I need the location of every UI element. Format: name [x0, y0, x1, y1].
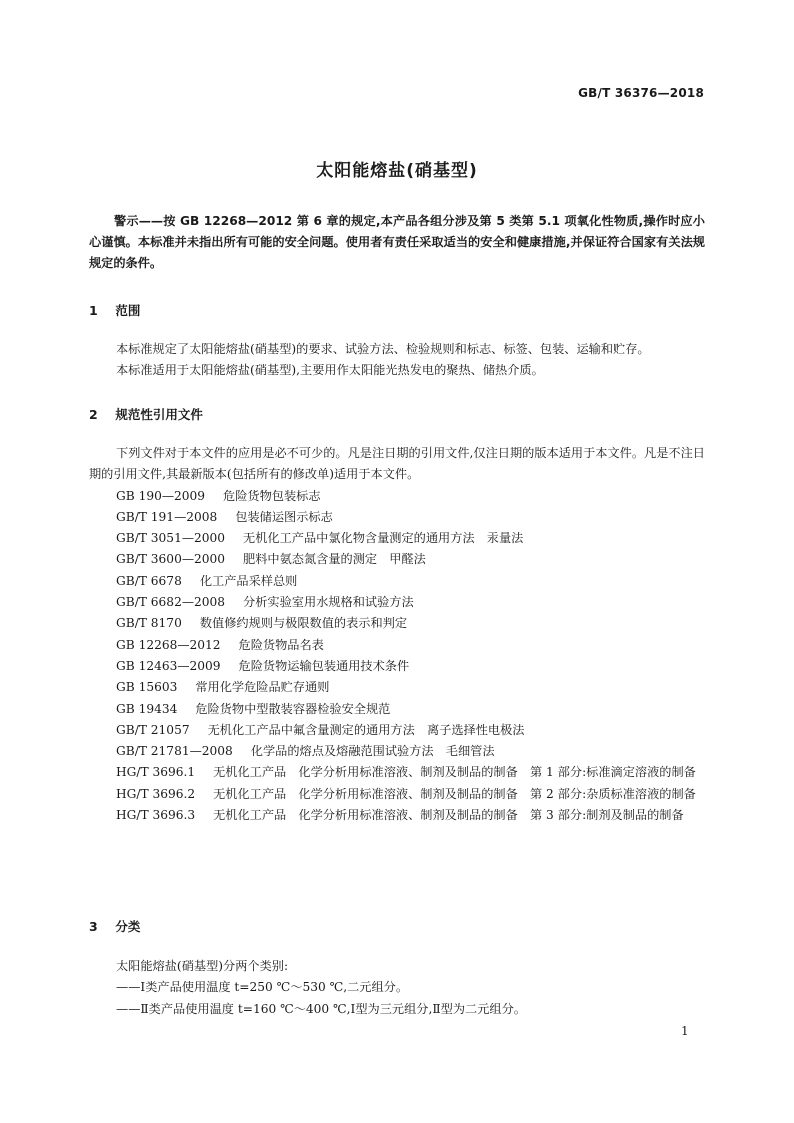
- reference-code: GB/T 3600—2000: [116, 552, 226, 567]
- warning-notice: 警示——按 GB 12268—2012 第 6 章的规定,本产品各组分涉及第 5 类第 5.1 项氧化性物质,操作时应小心谨慎。本标准并未指出所有可能的安全问题。使用者有责任采取适当的安全和健康措施,并保证符合国家有关法规规定的条件。: [89, 214, 705, 270]
- reference-list: [89, 486, 705, 827]
- reference-title: 肥料中氨态氮含量的测定 甲醛法: [243, 552, 426, 567]
- reference-item: [89, 528, 705, 549]
- reference-item: [89, 656, 705, 677]
- reference-code: GB/T 6682—2008: [116, 595, 226, 610]
- reference-code: GB/T 21781—2008: [116, 744, 233, 759]
- reference-code: GB/T 6678: [116, 573, 182, 588]
- reference-item: [89, 549, 705, 570]
- section-title: 规范性引用文件: [115, 407, 203, 422]
- page-number: 1: [681, 1024, 689, 1038]
- reference-item: [89, 784, 705, 805]
- classification-intro: 太阳能熔盐(硝基型)分两个类别:: [116, 959, 289, 973]
- reference-title: 化工产品采样总则: [199, 573, 298, 588]
- reference-item: [89, 805, 705, 826]
- section-number: 1: [89, 303, 98, 318]
- reference-code: GB 19434: [116, 701, 178, 716]
- reference-code: GB/T 3051—2000: [116, 531, 226, 546]
- reference-item: [89, 635, 705, 656]
- classification-body: [89, 956, 705, 1020]
- reference-title: 危险货物包装标志: [223, 488, 321, 503]
- classification-item: ——Ⅰ类产品使用温度 t=250 ℃～530 ℃,二元组分。: [116, 980, 409, 995]
- reference-title: 危险货物中型散装容器检验安全规范: [195, 701, 391, 716]
- reference-item: [89, 762, 705, 783]
- reference-code: HG/T 3696.3: [116, 808, 196, 823]
- section-number: 3: [89, 919, 98, 934]
- scope-paragraph: 本标准适用于太阳能熔盐(硝基型),主要用作太阳能光热发电的聚热、储热介质。: [116, 363, 544, 378]
- references-intro: 下列文件对于本文件的应用是必不可少的。凡是注日期的引用文件,仅注日期的版本适用于本文件。凡是不注日期的引用文件,其最新版本(包括所有的修改单)适用于本文件。: [89, 446, 705, 482]
- reference-title: 危险货物运输包装通用技术条件: [238, 658, 410, 673]
- reference-title: 无机化工产品 化学分析用标准溶液、制剂及制品的制备 第 1 部分:标准滴定溶液的制备: [213, 765, 696, 780]
- reference-title: 常用化学危险品贮存通则: [195, 680, 330, 695]
- section-heading-scope: [89, 301, 140, 319]
- reference-code: GB 12463—2009: [116, 658, 221, 673]
- reference-item: [89, 720, 705, 741]
- reference-title: 无机化工产品 化学分析用标准溶液、制剂及制品的制备 第 3 部分:制剂及制品的制备: [213, 808, 684, 823]
- reference-code: GB/T 8170: [116, 616, 182, 631]
- reference-item: [89, 486, 705, 507]
- section-heading-normative-references: [89, 405, 203, 423]
- section-heading-classification: [89, 917, 140, 935]
- reference-item: [89, 613, 705, 634]
- reference-code: GB/T 191—2008: [116, 509, 218, 524]
- reference-code: GB/T 21057: [116, 722, 190, 737]
- section-title: 范围: [115, 303, 141, 318]
- reference-item: [89, 741, 705, 762]
- reference-item: [89, 677, 705, 698]
- reference-item: [89, 571, 705, 592]
- reference-code: GB 15603: [116, 680, 178, 695]
- scope-paragraph: 本标准规定了太阳能熔盐(硝基型)的要求、试验方法、检验规则和标志、标签、包装、运输和贮存。: [116, 342, 650, 356]
- reference-code: GB 190—2009: [116, 488, 206, 503]
- reference-title: 危险货物品名表: [238, 637, 324, 652]
- document-code: GB/T 36376—2018: [578, 86, 704, 100]
- section-title: 分类: [115, 919, 141, 934]
- reference-title: 无机化工产品 化学分析用标准溶液、制剂及制品的制备 第 2 部分:杂质标准溶液的制备: [213, 786, 696, 801]
- reference-item: [89, 592, 705, 613]
- reference-item: [89, 699, 705, 720]
- references-body: [89, 443, 705, 826]
- document-title: 太阳能熔盐(硝基型): [316, 161, 478, 181]
- reference-code: HG/T 3696.2: [116, 786, 196, 801]
- reference-title: 无机化工产品中氟含量测定的通用方法 离子选择性电极法: [207, 722, 525, 737]
- classification-item: ——Ⅱ类产品使用温度 t=160 ℃～400 ℃,Ⅰ型为三元组分,Ⅱ型为二元组分。: [116, 1001, 526, 1016]
- reference-title: 包装储运图示标志: [235, 509, 333, 524]
- reference-title: 无机化工产品中氯化物含量测定的通用方法 汞量法: [243, 531, 524, 546]
- reference-code: HG/T 3696.1: [116, 765, 196, 780]
- section-number: 2: [89, 407, 98, 422]
- reference-title: 分析实验室用水规格和试验方法: [243, 595, 414, 610]
- reference-item: [89, 507, 705, 528]
- reference-title: 化学品的熔点及熔融范围试验方法 毛细管法: [250, 744, 495, 759]
- scope-body: [89, 339, 705, 382]
- reference-title: 数值修约规则与极限数值的表示和判定: [199, 616, 408, 631]
- reference-code: GB 12268—2012: [116, 637, 221, 652]
